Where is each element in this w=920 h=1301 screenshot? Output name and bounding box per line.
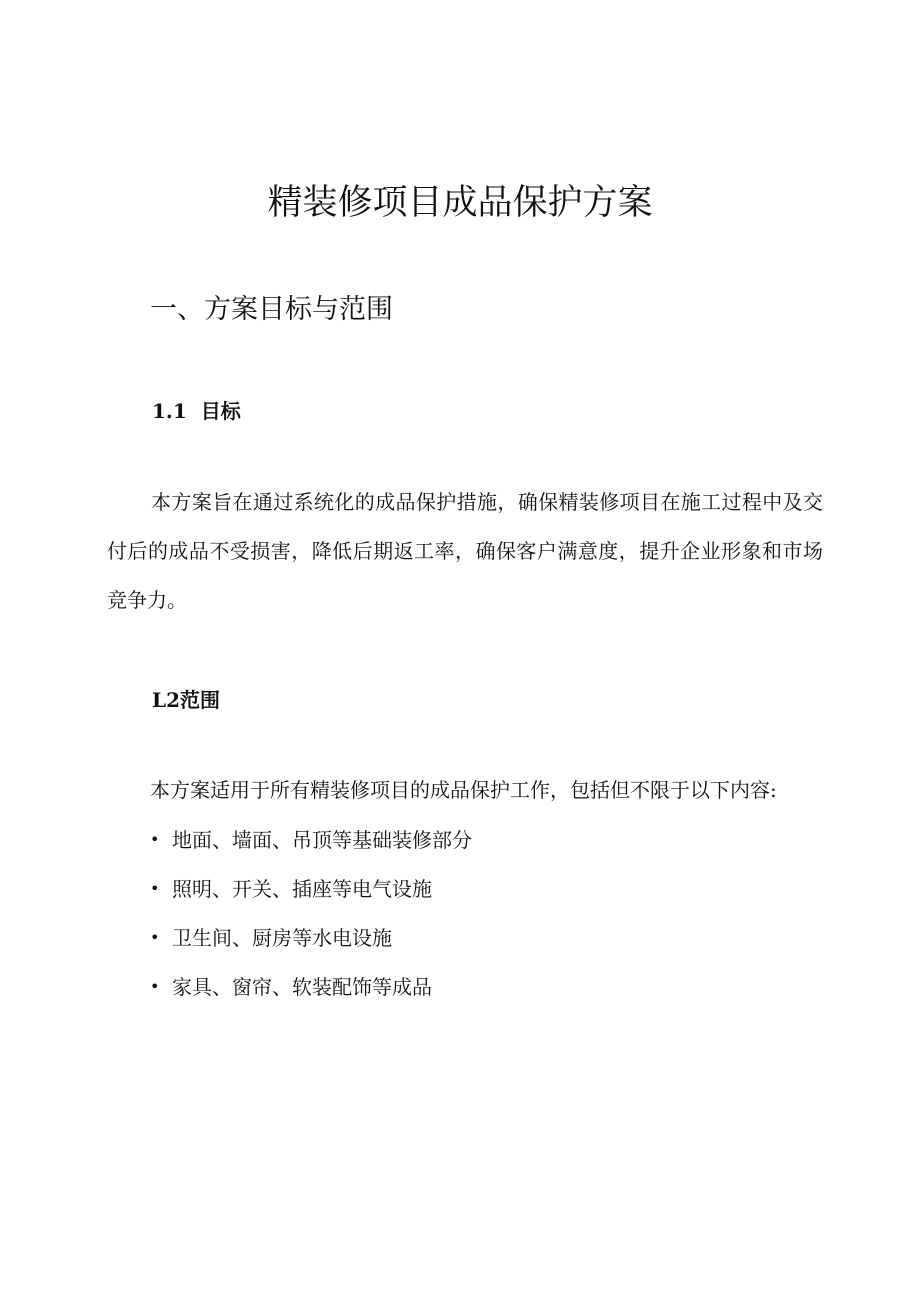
document-title: 精装修项目成品保护方案 (267, 183, 653, 223)
list-item-text: 地面、墙面、吊顶等基础装修部分 (172, 828, 472, 852)
bullet-icon: • (150, 928, 160, 947)
subsection-heading-goal (152, 397, 241, 425)
subsection-number: 1.1 (152, 399, 187, 423)
list-item (150, 920, 472, 969)
list-item-text: 家具、窗帘、软装配饰等成品 (172, 975, 432, 999)
scope-intro-text: 本方案适用于所有精装修项目的成品保护工作，包括但不限于以下内容: (150, 778, 777, 802)
list-item-text: 卫生间、厨房等水电设施 (172, 926, 392, 950)
bullet-icon: • (150, 879, 160, 898)
section-heading-goals-scope: 一、方案目标与范围 (150, 294, 393, 325)
list-item-text: 照明、开关、插座等电气设施 (172, 877, 432, 901)
list-item (150, 969, 472, 1018)
goal-paragraph: 本方案旨在通过系统化的成品保护措施，确保精装修项目在施工过程中及交付后的成品不受损害，降低后期返工率，确保客户满意度，提升企业形象和市场竞争力。 (107, 490, 823, 612)
subsection-heading-scope: L2范围 (152, 688, 220, 712)
list-item (150, 871, 472, 920)
bullet-icon: • (150, 977, 160, 996)
subsection-title: 目标 (200, 399, 241, 423)
scope-list (150, 822, 472, 1018)
bullet-icon: • (150, 830, 160, 849)
list-item (150, 822, 472, 871)
